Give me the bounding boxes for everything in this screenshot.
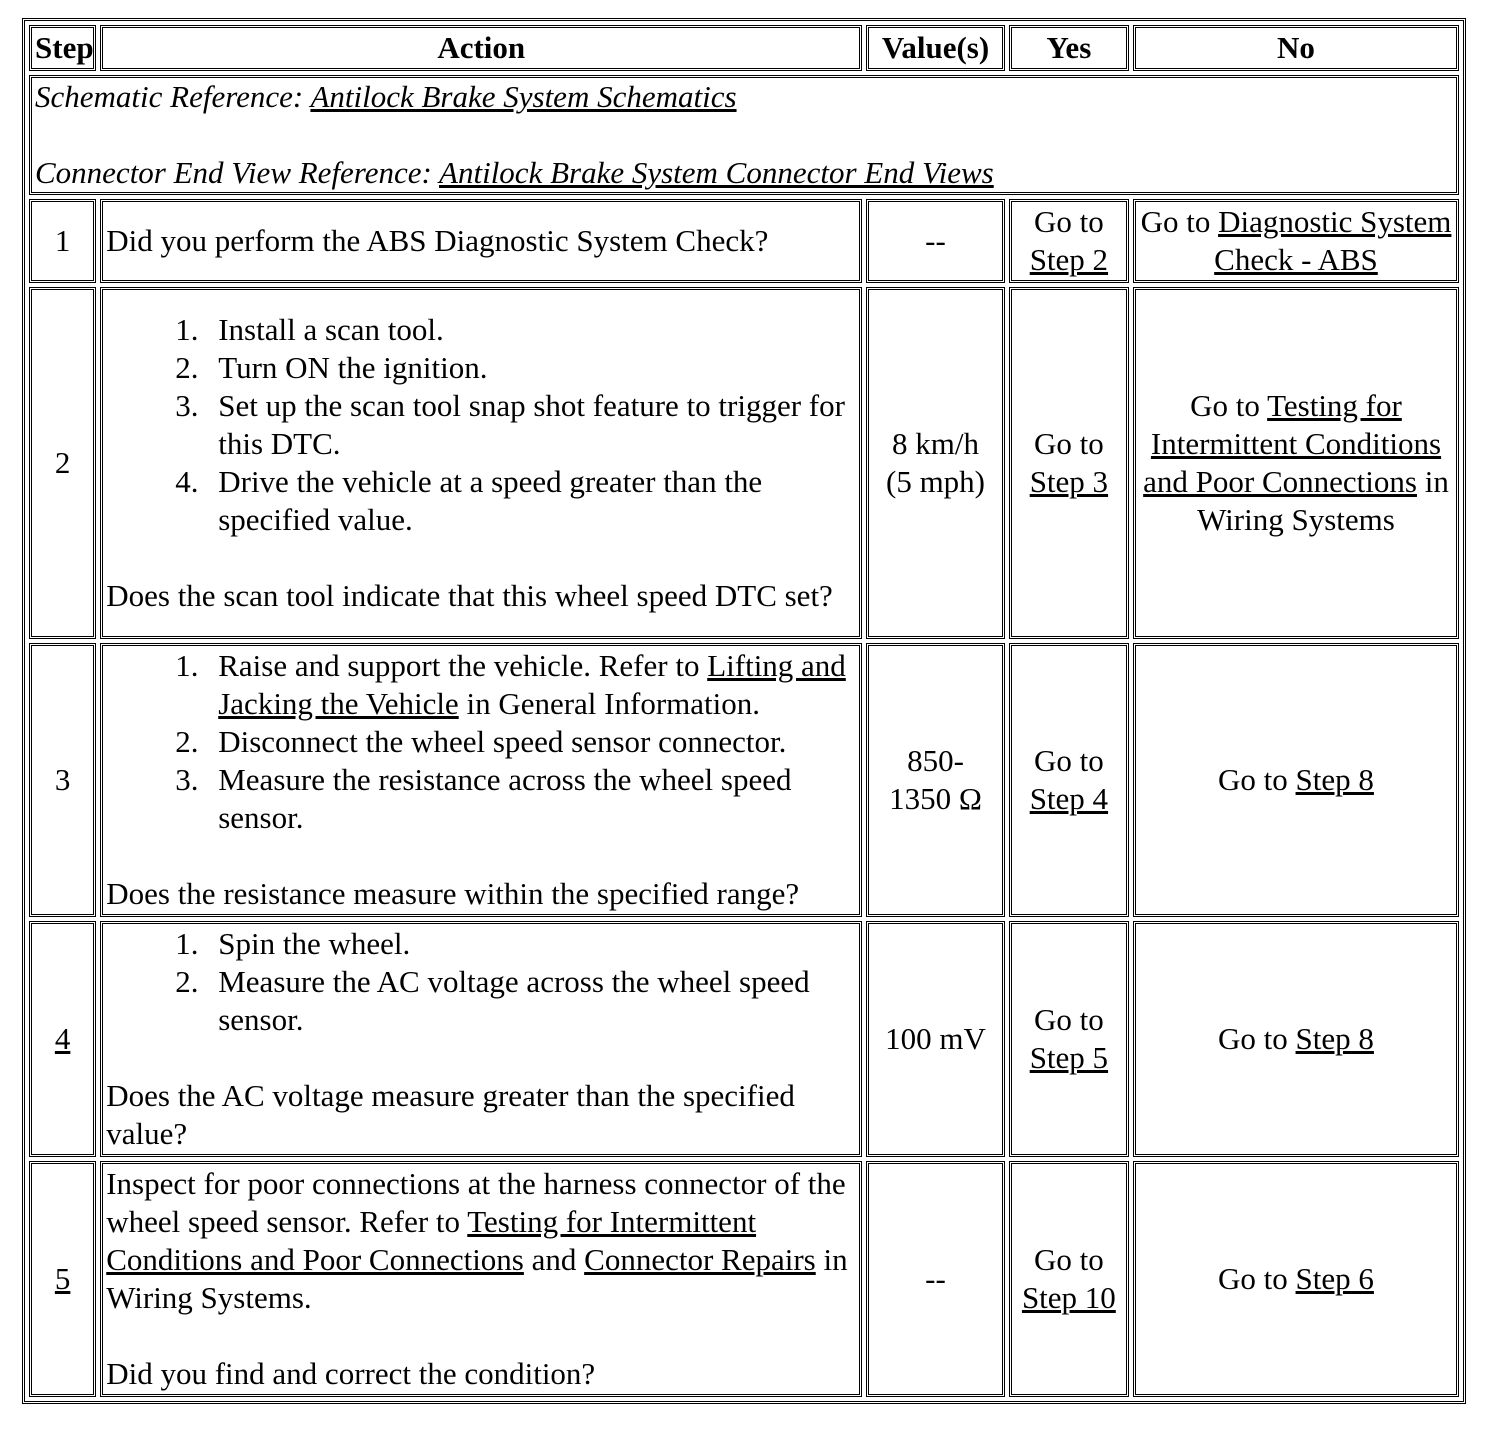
value-line: (5 mph): [886, 464, 986, 499]
action-text-part: and: [531, 1242, 577, 1277]
instruction-item: 3. Measure the resistance across the wheel speed sensor.: [206, 761, 856, 837]
yes-prefix: Go to: [1034, 1242, 1104, 1277]
no-prefix: Go to: [1218, 1261, 1288, 1296]
instruction-text: in General Information.: [466, 686, 760, 721]
value-cell: --: [866, 199, 1005, 283]
step-number: 2: [29, 287, 96, 639]
action-question: Does the scan tool indicate that this wheel speed DTC set?: [106, 578, 833, 613]
schematic-reference-link[interactable]: Antilock Brake System Schematics: [310, 79, 737, 114]
diagnostic-table: [22, 18, 1466, 1404]
reference-cell: [29, 75, 1459, 195]
yes-link[interactable]: Step 2: [1029, 242, 1109, 277]
table-row: [29, 199, 1459, 283]
instruction-item: 3. Set up the scan tool snap shot feature to trigger for this DTC.: [206, 387, 856, 463]
no-cell: [1133, 921, 1459, 1157]
no-link[interactable]: Step 8: [1295, 762, 1374, 797]
yes-cell: [1009, 199, 1129, 283]
spacer: [106, 837, 856, 875]
spacer: [106, 1317, 856, 1355]
header-row: [29, 25, 1459, 71]
action-cell: [100, 1161, 862, 1397]
action-question: Does the AC voltage measure greater than the specified value?: [106, 1078, 795, 1151]
action-text: [106, 1165, 856, 1317]
instruction-text: Raise and support the vehicle. Refer to: [218, 648, 700, 683]
lifting-jacking-link[interactable]: Lifting and Jacking the Vehicle: [218, 648, 846, 721]
instruction-list: [106, 925, 856, 1039]
step-number: 1: [29, 199, 96, 283]
table-row: [29, 921, 1459, 1157]
reference-row: [29, 75, 1459, 195]
action-question: Did you find and correct the condition?: [106, 1356, 596, 1391]
action-cell: [100, 199, 862, 283]
step-number: [29, 921, 96, 1157]
table-row: [29, 643, 1459, 917]
no-link[interactable]: Step 8: [1295, 1021, 1374, 1056]
connector-reference-label: Connector End View Reference:: [35, 155, 432, 190]
schematic-reference-label: Schematic Reference:: [35, 79, 304, 114]
action-cell: [100, 921, 862, 1157]
no-link[interactable]: Step 6: [1295, 1261, 1374, 1296]
value-cell: --: [866, 1161, 1005, 1397]
table-row: [29, 1161, 1459, 1397]
value-cell: [866, 287, 1005, 639]
step-link[interactable]: 5: [54, 1261, 71, 1296]
yes-prefix: Go to: [1034, 426, 1104, 461]
table-row: [29, 287, 1459, 639]
instruction-item: [206, 647, 856, 723]
action-cell: [100, 643, 862, 917]
instruction-list: [106, 311, 856, 539]
reference-spacer: [35, 116, 1453, 154]
header-yes: Yes: [1009, 25, 1129, 71]
no-cell: [1133, 199, 1459, 283]
yes-cell: [1009, 1161, 1129, 1397]
header-step: Step: [29, 25, 96, 71]
value-line: 1350 Ω: [889, 781, 982, 816]
connector-reference: [35, 154, 1453, 192]
yes-link[interactable]: Step 10: [1021, 1280, 1116, 1315]
action-text-part: Inspect for poor connections at the harness connector of the wheel speed sensor. Refer to: [106, 1166, 846, 1239]
yes-link[interactable]: Step 5: [1029, 1040, 1109, 1075]
yes-prefix: Go to: [1034, 204, 1104, 239]
instruction-item: 2. Turn ON the ignition.: [206, 349, 856, 387]
action-cell: [100, 287, 862, 639]
yes-prefix: Go to: [1034, 1002, 1104, 1037]
no-link[interactable]: Testing for Intermittent Conditions and Poor Connections: [1143, 388, 1442, 499]
action-text-part: in Wiring Systems.: [106, 1242, 848, 1315]
spacer: [106, 539, 856, 577]
instruction-item: 2. Disconnect the wheel speed sensor connector.: [206, 723, 856, 761]
instruction-item: 4. Drive the vehicle at a speed greater than the specified value.: [206, 463, 856, 539]
step-number: [29, 1161, 96, 1397]
yes-cell: [1009, 921, 1129, 1157]
no-cell: [1133, 1161, 1459, 1397]
no-prefix: Go to: [1190, 388, 1260, 423]
value-line: 8 km/h: [892, 426, 979, 461]
no-prefix: Go to: [1218, 1021, 1288, 1056]
yes-link[interactable]: Step 3: [1029, 464, 1109, 499]
action-question: Does the resistance measure within the specified range?: [106, 876, 800, 911]
value-cell: [866, 643, 1005, 917]
schematic-reference: [35, 78, 1453, 116]
no-cell: [1133, 643, 1459, 917]
instruction-list: [106, 647, 856, 837]
no-suffix: in Wiring Systems: [1197, 464, 1449, 537]
instruction-item: 1. Spin the wheel.: [206, 925, 856, 963]
header-values: Value(s): [866, 25, 1005, 71]
yes-link[interactable]: Step 4: [1029, 781, 1109, 816]
step-number: 3: [29, 643, 96, 917]
step-link[interactable]: 4: [54, 1021, 71, 1056]
action-question: Did you perform the ABS Diagnostic System Check?: [106, 223, 769, 258]
value-line: 850-: [907, 743, 964, 778]
no-cell: [1133, 287, 1459, 639]
yes-prefix: Go to: [1034, 743, 1104, 778]
instruction-item: 2. Measure the AC voltage across the wheel speed sensor.: [206, 963, 856, 1039]
no-link[interactable]: Diagnostic System Check - ABS: [1214, 204, 1452, 277]
yes-cell: [1009, 287, 1129, 639]
spacer: [106, 1039, 856, 1077]
yes-cell: [1009, 643, 1129, 917]
connector-repairs-link[interactable]: Connector Repairs: [584, 1242, 816, 1277]
no-prefix: Go to: [1218, 762, 1288, 797]
value-cell: 100 mV: [866, 921, 1005, 1157]
header-no: No: [1133, 25, 1459, 71]
no-prefix: Go to: [1140, 204, 1211, 239]
header-action: Action: [100, 25, 862, 71]
testing-intermittent-link[interactable]: Testing for Intermittent Conditions and Poor Connections: [106, 1204, 757, 1277]
instruction-item: 1. Install a scan tool.: [206, 311, 856, 349]
diagnostic-table-container: [22, 18, 1466, 1404]
connector-reference-link[interactable]: Antilock Brake System Connector End Views: [439, 155, 994, 190]
